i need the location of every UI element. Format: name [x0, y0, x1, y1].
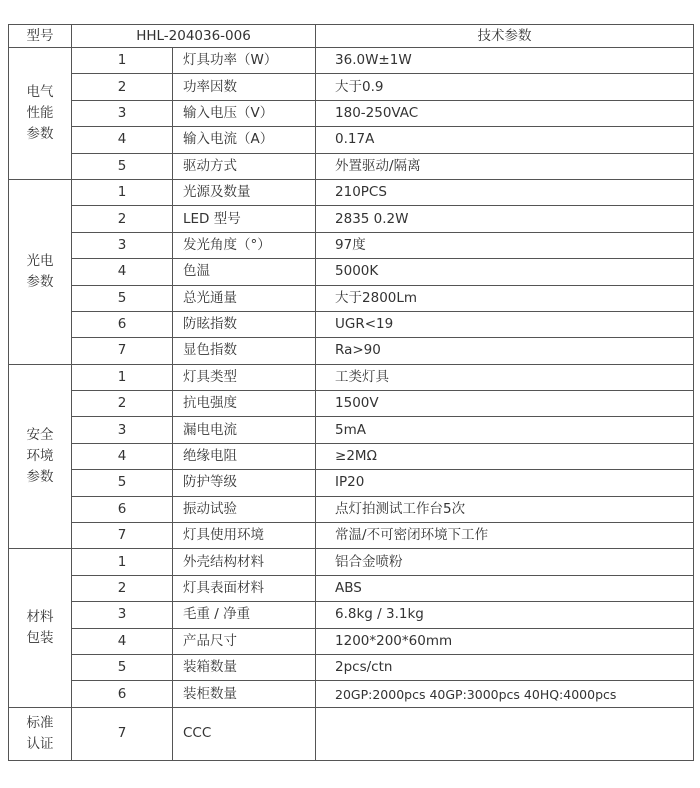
row-index: 4: [72, 443, 173, 469]
param-name: 显色指数: [173, 338, 316, 364]
param-name: 绝缘电阻: [173, 443, 316, 469]
spec-table: [8, 24, 694, 761]
group-title: [9, 179, 72, 364]
row-index: 1: [72, 179, 173, 205]
standard-value: [316, 707, 694, 760]
param-value: 36.0W±1W: [316, 48, 694, 74]
params-label: 技术参数: [316, 25, 694, 48]
header-row: [9, 25, 694, 48]
param-value: ABS: [316, 575, 694, 601]
row-index: 3: [72, 232, 173, 258]
param-name: 外壳结构材料: [173, 549, 316, 575]
param-name: 毛重 / 净重: [173, 602, 316, 628]
param-value: 1500V: [316, 391, 694, 417]
param-value: 210PCS: [316, 179, 694, 205]
param-value: 铝合金喷粉: [316, 549, 694, 575]
standard-title-line: 标准: [26, 714, 54, 731]
spec-row: [9, 206, 694, 232]
spec-row: [9, 48, 694, 74]
group-title-line: 包装: [26, 630, 54, 647]
param-value: 大于0.9: [316, 74, 694, 100]
row-index: 2: [72, 575, 173, 601]
param-name: 发光角度（°）: [173, 232, 316, 258]
row-index: 2: [72, 391, 173, 417]
spec-row: [9, 153, 694, 179]
param-name: 输入电流（A）: [173, 127, 316, 153]
row-index: 4: [72, 628, 173, 654]
spec-row: [9, 443, 694, 469]
param-value: 5mA: [316, 417, 694, 443]
param-name: 防护等级: [173, 470, 316, 496]
row-index: 1: [72, 364, 173, 390]
standard-row: [9, 707, 694, 760]
param-value: UGR<19: [316, 311, 694, 337]
row-index: 2: [72, 74, 173, 100]
param-value: 2pcs/ctn: [316, 654, 694, 680]
spec-row: [9, 74, 694, 100]
spec-row: [9, 232, 694, 258]
spec-row: [9, 575, 694, 601]
param-name: 光源及数量: [173, 179, 316, 205]
param-value: 0.17A: [316, 127, 694, 153]
param-name: 振动试验: [173, 496, 316, 522]
group-title-line: 性能: [26, 104, 54, 121]
row-index: 7: [72, 338, 173, 364]
group-title-line: 光电: [26, 252, 54, 269]
row-index: 1: [72, 549, 173, 575]
row-index: 6: [72, 496, 173, 522]
standard-name: CCC: [173, 707, 316, 760]
row-index: 6: [72, 311, 173, 337]
row-index: 1: [72, 48, 173, 74]
group-title: [9, 549, 72, 707]
spec-row: [9, 417, 694, 443]
param-value: 点灯拍测试工作台5次: [316, 496, 694, 522]
param-value: 工类灯具: [316, 364, 694, 390]
param-value: IP20: [316, 470, 694, 496]
spec-row: [9, 127, 694, 153]
standard-title-line: 认证: [26, 735, 54, 752]
spec-row: [9, 654, 694, 680]
param-name: 功率因数: [173, 74, 316, 100]
param-value: 20GP:2000pcs 40GP:3000pcs 40HQ:4000pcs: [316, 681, 694, 707]
param-name: 色温: [173, 259, 316, 285]
spec-row: [9, 523, 694, 549]
row-index: 5: [72, 285, 173, 311]
param-value: 6.8kg / 3.1kg: [316, 602, 694, 628]
spec-row: [9, 602, 694, 628]
row-index: 2: [72, 206, 173, 232]
row-index: 3: [72, 417, 173, 443]
row-index: 6: [72, 681, 173, 707]
spec-row: [9, 470, 694, 496]
group-title-line: 环境: [26, 448, 54, 465]
param-value: 大于2800Lm: [316, 285, 694, 311]
group-title: [9, 364, 72, 549]
param-name: 灯具功率（W）: [173, 48, 316, 74]
param-value: 2835 0.2W: [316, 206, 694, 232]
spec-row: [9, 681, 694, 707]
spec-row: [9, 364, 694, 390]
param-value: 5000K: [316, 259, 694, 285]
row-index: 4: [72, 127, 173, 153]
param-value: 97度: [316, 232, 694, 258]
row-index: 5: [72, 654, 173, 680]
model-value: HHL-204036-006: [72, 25, 316, 48]
standard-index: 7: [72, 707, 173, 760]
param-name: 抗电强度: [173, 391, 316, 417]
model-label: 型号: [9, 25, 72, 48]
spec-row: [9, 338, 694, 364]
param-name: 总光通量: [173, 285, 316, 311]
spec-row: [9, 179, 694, 205]
param-name: 装箱数量: [173, 654, 316, 680]
spec-row: [9, 259, 694, 285]
param-name: 灯具类型: [173, 364, 316, 390]
param-value: 180-250VAC: [316, 100, 694, 126]
param-name: 灯具使用环境: [173, 523, 316, 549]
group-title-line: 安全: [26, 427, 54, 444]
spec-row: [9, 100, 694, 126]
spec-row: [9, 285, 694, 311]
spec-row: [9, 628, 694, 654]
spec-row: [9, 391, 694, 417]
row-index: 4: [72, 259, 173, 285]
param-name: 装柜数量: [173, 681, 316, 707]
group-title-line: 材料: [26, 609, 54, 626]
group-title: [9, 48, 72, 180]
param-value: 常温/不可密闭环境下工作: [316, 523, 694, 549]
row-index: 3: [72, 100, 173, 126]
group-title-line: 参数: [26, 469, 54, 486]
group-title-line: 参数: [26, 125, 54, 142]
param-value: 外置驱动/隔离: [316, 153, 694, 179]
param-name: 漏电电流: [173, 417, 316, 443]
param-name: LED 型号: [173, 206, 316, 232]
group-title-line: 电气: [26, 83, 54, 100]
row-index: 3: [72, 602, 173, 628]
param-name: 产品尺寸: [173, 628, 316, 654]
param-name: 驱动方式: [173, 153, 316, 179]
param-value: ≥2MΩ: [316, 443, 694, 469]
spec-row: [9, 496, 694, 522]
param-name: 灯具表面材料: [173, 575, 316, 601]
param-name: 输入电压（V）: [173, 100, 316, 126]
standard-title: [9, 707, 72, 760]
spec-row: [9, 311, 694, 337]
group-title-line: 参数: [26, 273, 54, 290]
spec-row: [9, 549, 694, 575]
row-index: 7: [72, 523, 173, 549]
param-value: 1200*200*60mm: [316, 628, 694, 654]
param-value: Ra>90: [316, 338, 694, 364]
row-index: 5: [72, 470, 173, 496]
row-index: 5: [72, 153, 173, 179]
param-name: 防眩指数: [173, 311, 316, 337]
